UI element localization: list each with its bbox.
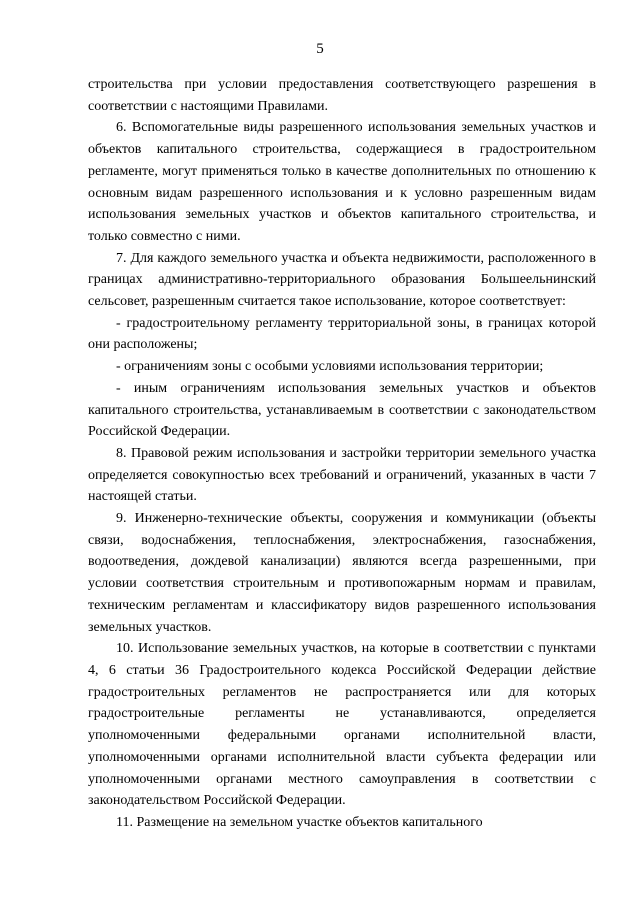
paragraph-continuation: строительства при условии предоставления соответствующего разрешения в соответствии с настоящими Правилами. <box>88 77 596 114</box>
paragraph-item-6: 6. Вспомогательные виды разрешенного использования земельных участков и объектов капитального строительства, содержащиеся в градостроительном регламенте, могут применяться только в качестве дополнительных по отношению к основным видам разрешенного использования и к условно разрешенным видам использования земельных участков и объектов капитального строительства, и только совместно с ними. <box>88 120 596 244</box>
paragraph-item-7-bullet-1: - градостроительному регламенту территориальной зоны, в границах которой они расположены; <box>88 315 596 353</box>
paragraph-item-11: 11. Размещение на земельном участке объектов капитального <box>116 814 483 830</box>
paragraph-item-8: 8. Правовой режим использования и застройки территории земельного участка определяется совокупностью всех требований и ограничений, указанных в части 7 настоящей статьи. <box>88 445 596 505</box>
page-number: 5 <box>316 41 324 57</box>
paragraph-item-7-bullet-2: - ограничениям зоны с особыми условиями использования территории; <box>116 359 544 375</box>
paragraph-item-9: 9. Инженерно-технические объекты, сооружения и коммуникации (объекты связи, водоснабжения, теплоснабжения, электроснабжения, газоснабжения, водоотведения, дождевой канализации) являются всегда разрешенными, при условии соответствия строительным и противопожарным нормам и правилам, техническим регламентам и классификатору видов разрешенного использования земельных участков. <box>88 511 596 635</box>
paragraph-item-7: 7. Для каждого земельного участка и объекта недвижимости, расположенного в границах административно-территориального образования Большеельнинский сельсовет, разрешенным считается такое использование, которое соответствует: <box>88 250 596 310</box>
paragraph-item-7-bullet-3: - иным ограничениям использования земельных участков и объектов капитального строительства, устанавливаемым в соответствии с законодательством Российской Федерации. <box>88 380 596 440</box>
paragraph-item-10: 10. Использование земельных участков, на которые в соответствии с пунктами 4, 6 статьи 36 Градостроительного кодекса Российской Федерации действие градостроительных регламентов не распространяется или для которых градостроительные регламенты не устанавливаются, определяется уполномоченными федеральными органами исполнительной власти, уполномоченными органами исполнительной власти субъекта федерации или уполномоченными органами местного самоуправления в соответствии с законодательством Российской Федерации. <box>88 641 596 809</box>
document-body <box>88 74 596 834</box>
